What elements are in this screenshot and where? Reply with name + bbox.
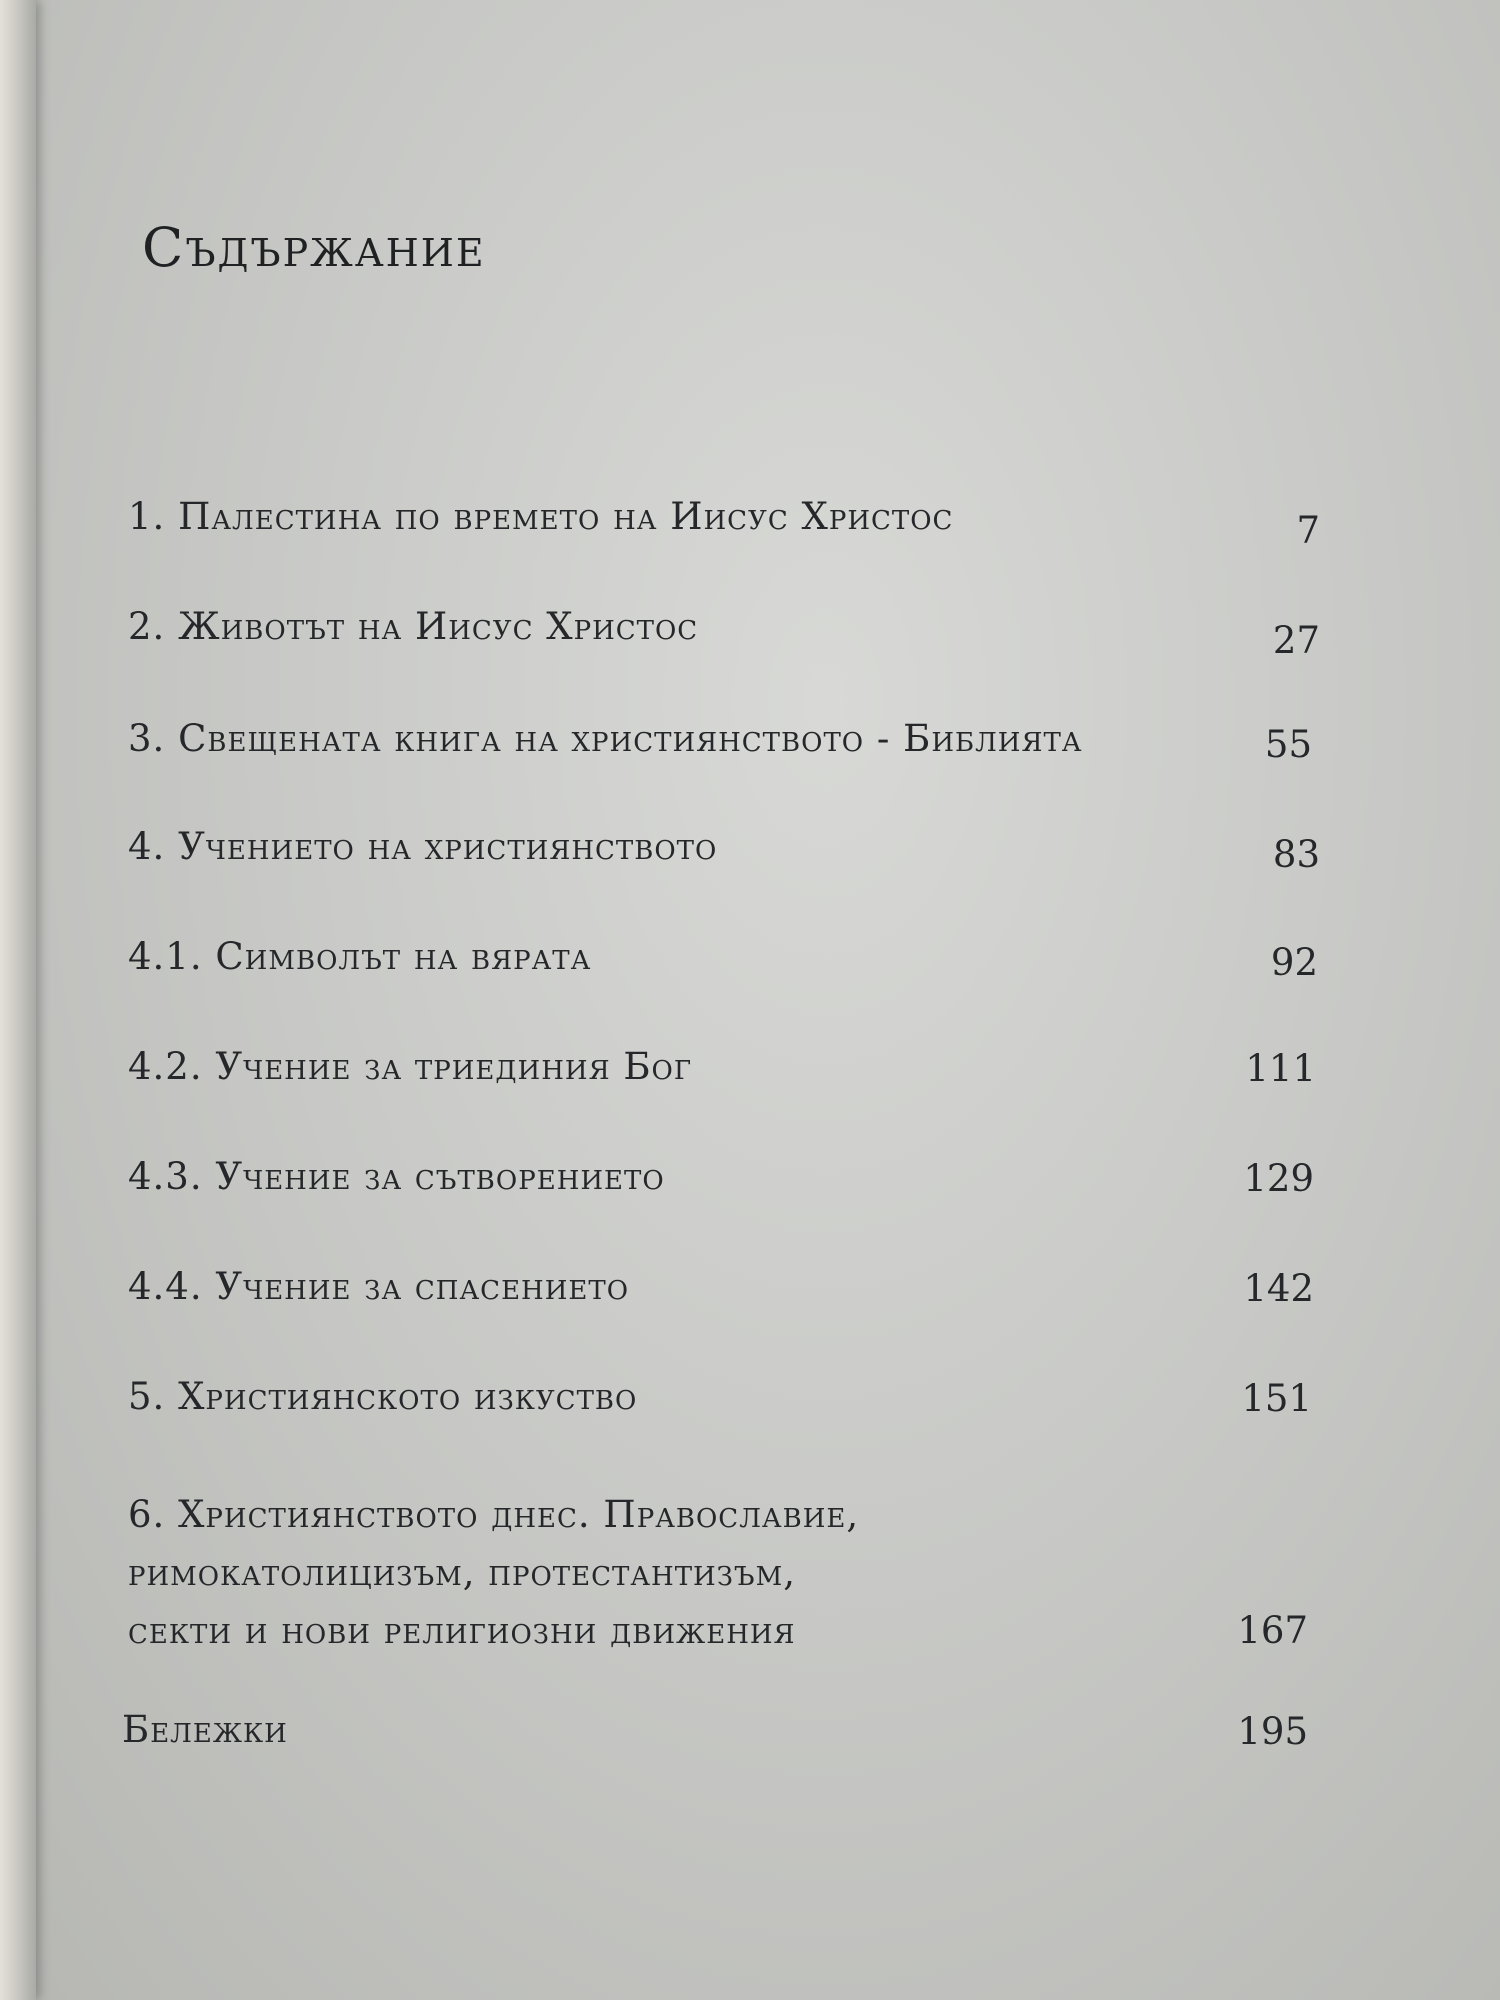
toc-entry-page: 92 — [1270, 941, 1318, 984]
toc-entry-label-line: секти и нови религиозни движения — [128, 1609, 796, 1652]
table-of-contents — [122, 495, 1328, 1825]
toc-entry-label: 2. Животът на Иисус Христос — [128, 605, 699, 648]
toc-entry-page: 129 — [1243, 1157, 1314, 1200]
toc-entry-label-line: римокатолицизъм, протестантизъм, — [128, 1551, 796, 1594]
page-edge — [0, 0, 36, 2000]
toc-entry-page: 167 — [1237, 1609, 1308, 1652]
toc-entry-page: 195 — [1237, 1710, 1308, 1753]
toc-entry-page: 55 — [1264, 723, 1312, 766]
toc-entry-label: Бележки — [122, 1708, 288, 1751]
toc-entry-label: 4.2. Учение за триединия Бог — [128, 1045, 693, 1088]
toc-entry-page: 27 — [1272, 619, 1320, 662]
toc-entry-label: 5. Християнското изкуство — [128, 1375, 638, 1418]
toc-entry-label-line: 6. Християнството днес. Православие, — [128, 1493, 860, 1536]
toc-entry-label — [128, 1493, 859, 1667]
toc-entry-label: 4.4. Учение за спасението — [128, 1265, 630, 1308]
toc-entry-label: 3. Свещената книга на християнството - Библията — [128, 717, 1083, 760]
toc-entry-page: 111 — [1245, 1047, 1316, 1090]
toc-entry-label: 4.1. Символът на вярата — [128, 935, 592, 978]
toc-entry-page: 142 — [1243, 1267, 1314, 1310]
toc-entry-label: 1. Палестина по времето на Иисус Христос — [128, 495, 954, 538]
toc-entry-label: 4.3. Учение за сътворението — [128, 1155, 665, 1198]
toc-entry-page: 151 — [1241, 1377, 1312, 1420]
toc-entry-label: 4. Учението на християнството — [128, 825, 718, 868]
page-title: Съдържание — [142, 216, 486, 280]
toc-entry-page: 83 — [1272, 833, 1320, 876]
toc-entry-page: 7 — [1296, 509, 1320, 552]
